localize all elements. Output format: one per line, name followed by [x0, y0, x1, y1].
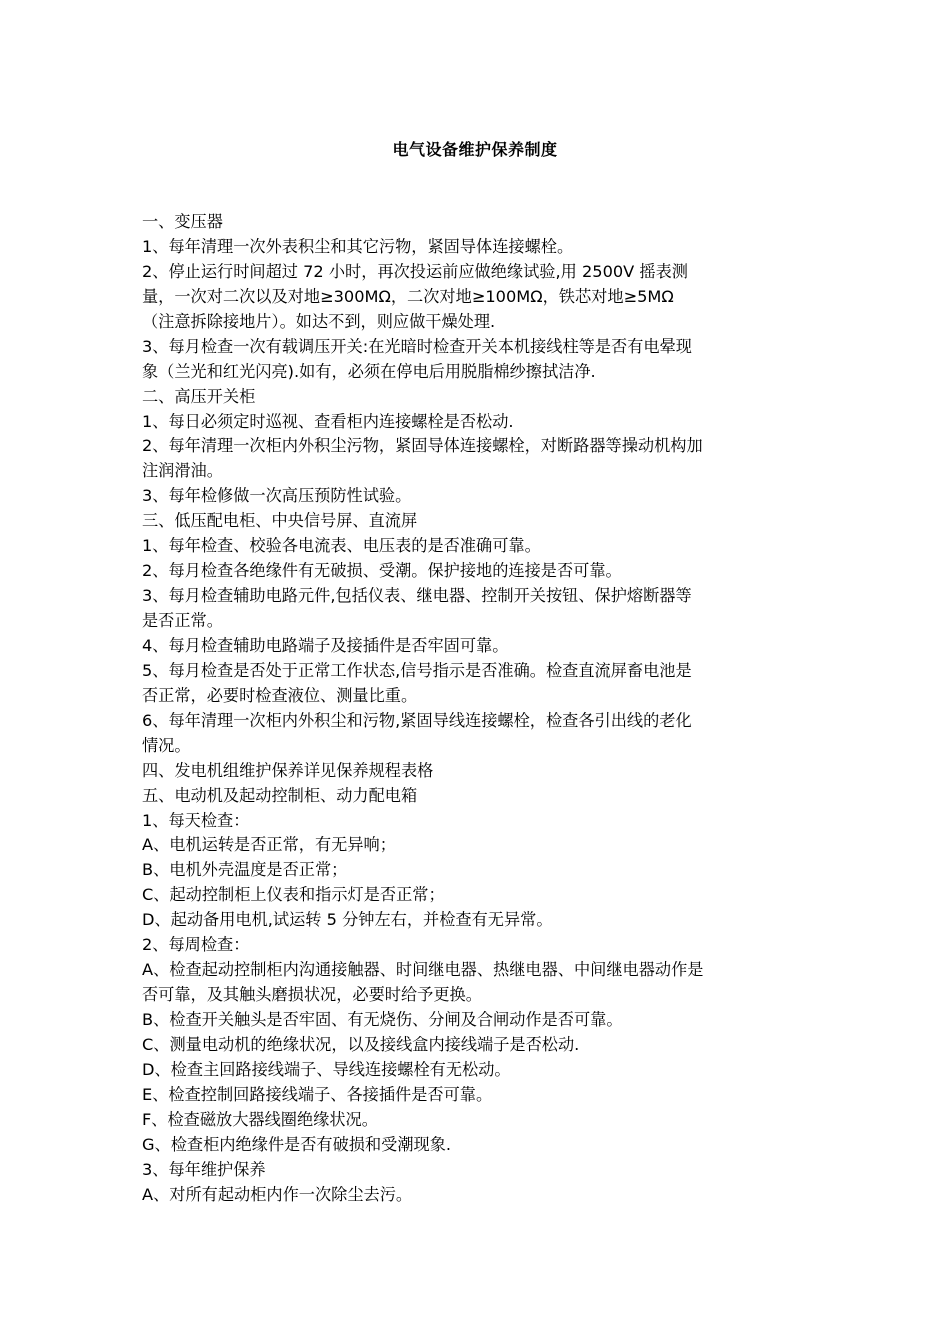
text-line: 2、每年清理一次柜内外积尘污物，紧固导体连接螺栓，对断路器等操动机构加 — [142, 436, 703, 456]
text-line: B、检查开关触头是否牢固、有无烧伤、分闸及合闸动作是否可靠。 — [142, 1010, 623, 1029]
text-line: 否可靠，及其触头磨损状况，必要时给予更换。 — [142, 985, 482, 1005]
text-line: 量，一次对二次以及对地≥300MΩ，二次对地≥100MΩ，铁芯对地≥5MΩ — [142, 286, 674, 306]
text-line: 否正常，必要时检查液位、测量比重。 — [142, 685, 418, 705]
text-line: 五、电动机及起动控制柜、动力配电箱 — [142, 785, 418, 805]
text-line: C、测量电动机的绝缘状况，以及接线盒内接线端子是否松动. — [142, 1034, 580, 1054]
text-line: B、电机外壳温度是否正常； — [142, 860, 348, 880]
text-line: 四、发电机组维护保养详见保养规程表格 — [142, 760, 434, 780]
text-line: C、起动控制柜上仪表和指示灯是否正常； — [142, 885, 445, 905]
text-line: 二、高压开关柜 — [142, 386, 256, 406]
text-line: 2、每月检查各绝缘件有无破损、受潮。保护接地的连接是否可靠。 — [142, 561, 622, 581]
text-line: 3、每年检修做一次高压预防性试验。 — [142, 486, 412, 506]
text-line: 1、每日必须定时巡视、查看柜内连接螺栓是否松动. — [142, 411, 514, 431]
text-line: G、检查柜内绝缘件是否有破损和受潮现象. — [142, 1134, 452, 1154]
text-line: 3、每年维护保养 — [142, 1159, 266, 1179]
text-line: 是否正常。 — [142, 611, 223, 630]
text-line: 1、每天检查： — [142, 810, 250, 830]
text-line: 三、低压配电柜、中央信号屏、直流屏 — [142, 511, 418, 531]
document-title: 电气设备维护保养制度 — [392, 140, 558, 159]
text-line: 1、每年清理一次外表积尘和其它污物，紧固导体连接螺栓。 — [142, 236, 574, 256]
text-line: 3、每月检查一次有载调压开关:在光暗时检查开关本机接线柱等是否有电晕现 — [142, 336, 692, 356]
text-line: 2、停止运行时间超过 72 小时，再次投运前应做绝缘试验,用 2500V 摇表测 — [142, 261, 688, 281]
text-line: 3、每月检查辅助电路元件,包括仪表、继电器、控制开关按钮、保护熔断器等 — [142, 586, 692, 606]
text-line: F、检查磁放大器线圈绝缘状况。 — [142, 1109, 378, 1129]
text-line: 4、每月检查辅助电路端子及接插件是否牢固可靠。 — [142, 635, 509, 655]
text-line: D、起动备用电机,试运转 5 分钟左右，并检查有无异常。 — [142, 910, 553, 930]
text-line: D、检查主回路接线端子、导线连接螺栓有无松动。 — [142, 1059, 511, 1079]
text-line: 1、每年检查、校验各电流表、电压表的是否准确可靠。 — [142, 536, 541, 556]
text-line: A、电机运转是否正常，有无异响； — [142, 835, 396, 855]
text-line: 情况。 — [142, 735, 191, 755]
text-line: A、对所有起动柜内作一次除尘去污。 — [142, 1184, 413, 1204]
text-line: 5、每月检查是否处于正常工作状态,信号指示是否准确。检查直流屏畜电池是 — [142, 660, 692, 680]
text-line: E、检查控制回路接线端子、各接插件是否可靠。 — [142, 1084, 493, 1104]
text-line: 6、每年清理一次柜内外积尘和污物,紧固导线连接螺栓，检查各引出线的老化 — [142, 710, 692, 730]
text-line: 注润滑油。 — [142, 461, 223, 481]
text-line: 一、变压器 — [142, 212, 223, 231]
text-line: （注意拆除接地片）。如达不到，则应做干燥处理. — [142, 311, 496, 331]
text-line: 2、每周检查： — [142, 935, 250, 955]
document-body — [142, 210, 810, 1208]
text-line: 象（兰光和红光闪亮).如有，必须在停电后用脱脂棉纱擦拭洁净. — [142, 361, 596, 381]
text-line: A、检查起动控制柜内沟通接触器、时间继电器、热继电器、中间继电器动作是 — [142, 960, 704, 980]
